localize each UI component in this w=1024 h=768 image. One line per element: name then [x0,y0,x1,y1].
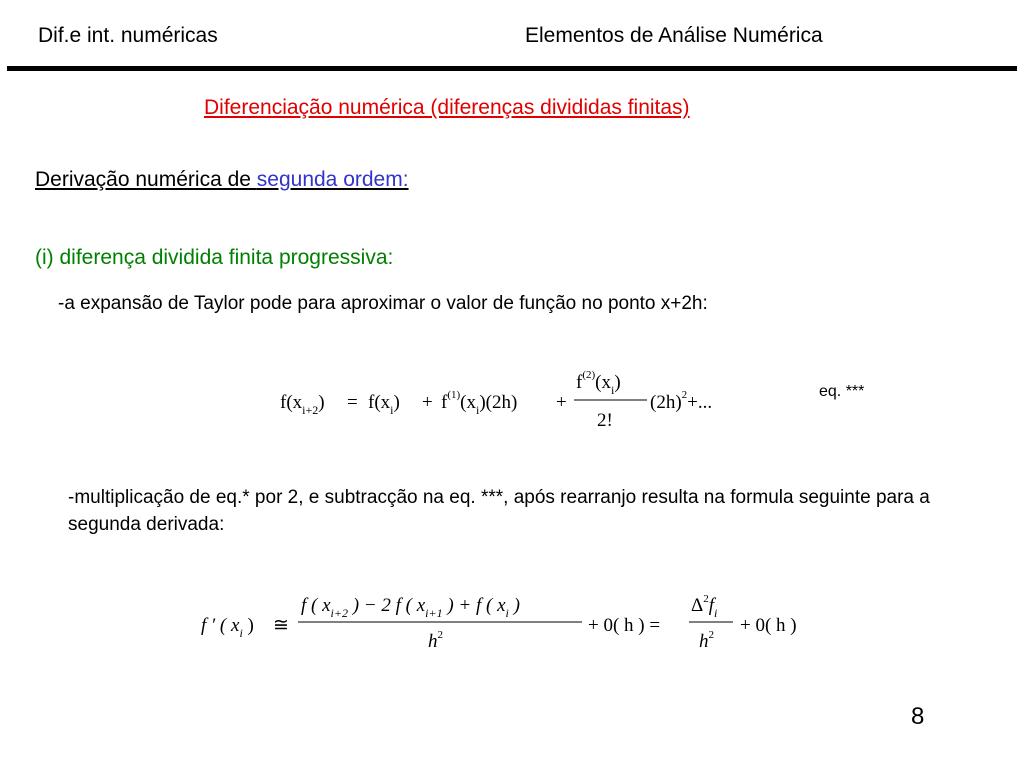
svg-text:h2 [428,629,443,652]
eq1-lhs-sub: i+2 [302,403,319,417]
eq1-frac-num-sub: i [610,383,615,397]
eq1-plus1: + [422,392,433,413]
eq1-frac-num-close: ) [614,372,621,393]
svg-text:Δ2fi [691,593,717,620]
section-subtitle [35,168,409,192]
eq1-tail-sup: 2 [681,389,688,401]
svg-text:f(1)(xi)(2h) [441,389,517,417]
svg-text:f(xi) [368,392,400,417]
eq2-lhs: f ′ ( x [201,615,240,636]
header-left-title: Dif.e int. numéricas [38,24,218,47]
eq2-error-term2: + 0( h ) [740,615,797,636]
taylor-equation [270,362,770,442]
eq1-tail-end: +... [687,392,713,413]
svg-text:f ( xi+2 ) − 2 f ( xi+1 ) + f [301,595,520,620]
page-number: 8 [911,703,925,730]
svg-text:f(2)(xi) [576,369,621,397]
eq1-term2: f [441,392,448,413]
eq2-error-term1: + 0( h ) = [588,615,661,636]
eq1-term1-sub: i [390,403,394,417]
eq2-den: h [428,631,438,652]
taylor-note: -a expansão de Taylor pode para aproximar o valor de função no ponto x+2h: [58,293,708,314]
eq2-frac2-num-f: f [708,595,714,616]
eq2-num-c-sub: i [505,606,509,620]
eq2-lhs-sub: i [239,626,243,640]
multiplication-note: -multiplicação de eq.* por 2, e subtracção na eq. ***, após rearranjo resulta na formula seguinte para a segunda derivada: [68,487,930,535]
header-divider [7,66,1017,71]
svg-text:h2 [699,629,714,652]
eq1-tail: (2h) [650,392,682,413]
eq2-num-a-sub: i+2 [330,606,348,620]
eq1-frac-num-sup: (2) [582,369,596,381]
eq1-frac-den: 2! [597,410,613,431]
header-right-title: Elementos de Análise Numérica [525,24,823,47]
subtitle-prefix: Derivação numérica de [35,168,257,191]
eq1-term2-sup: (1) [447,389,461,401]
eq2-num-b-close: ) + f ( x [442,595,506,616]
eq1-frac-num: f [576,372,583,393]
eq2-frac2-num: Δ [691,595,704,616]
eq2-frac2-den-sup: 2 [708,629,714,641]
eq2-approx: ≅ [273,615,289,636]
eq1-frac-num-arg: (x [595,372,611,393]
eq2-num-a-close: ) − 2 f ( x [347,595,426,616]
eq2-frac2-num-sup: 2 [703,593,709,605]
eq2-num-c-close: ) [508,595,520,616]
method-label: (i) diferença dividida finita progressiva: [35,246,394,269]
eq2-num-b-sub: i+1 [425,606,443,620]
eq1-term2-arg: (x [460,392,476,413]
eq1-lhs: f(x [280,392,303,413]
eq1-term1-close: ) [393,392,400,413]
eq1-equals: = [347,392,358,413]
subtitle-accent: segunda ordem: [256,168,409,191]
eq2-den-sup: 2 [437,629,443,641]
eq1-term2-close: )(2h) [479,392,518,413]
eq1-lhs-close: ) [318,392,325,413]
equation-tag: eq. *** [819,383,865,400]
svg-text:f ′ ( xi ) [201,615,254,640]
eq2-num-a: f ( x [301,595,331,616]
eq2-frac2-den: h [699,631,709,652]
eq1-term2-sub: i [475,403,480,417]
second-derivative-equation [195,585,835,660]
eq2-frac2-num-sub: i [714,606,718,620]
svg-text:(2h)2+... [650,389,712,413]
svg-text:f(xi+2) [280,392,325,417]
slide-title: Diferenciação numérica (diferenças divididas finitas) [204,96,690,119]
eq1-term1: f(x [368,392,391,413]
eq2-lhs-close: ) [242,615,254,636]
eq1-plus2: + [556,392,567,413]
